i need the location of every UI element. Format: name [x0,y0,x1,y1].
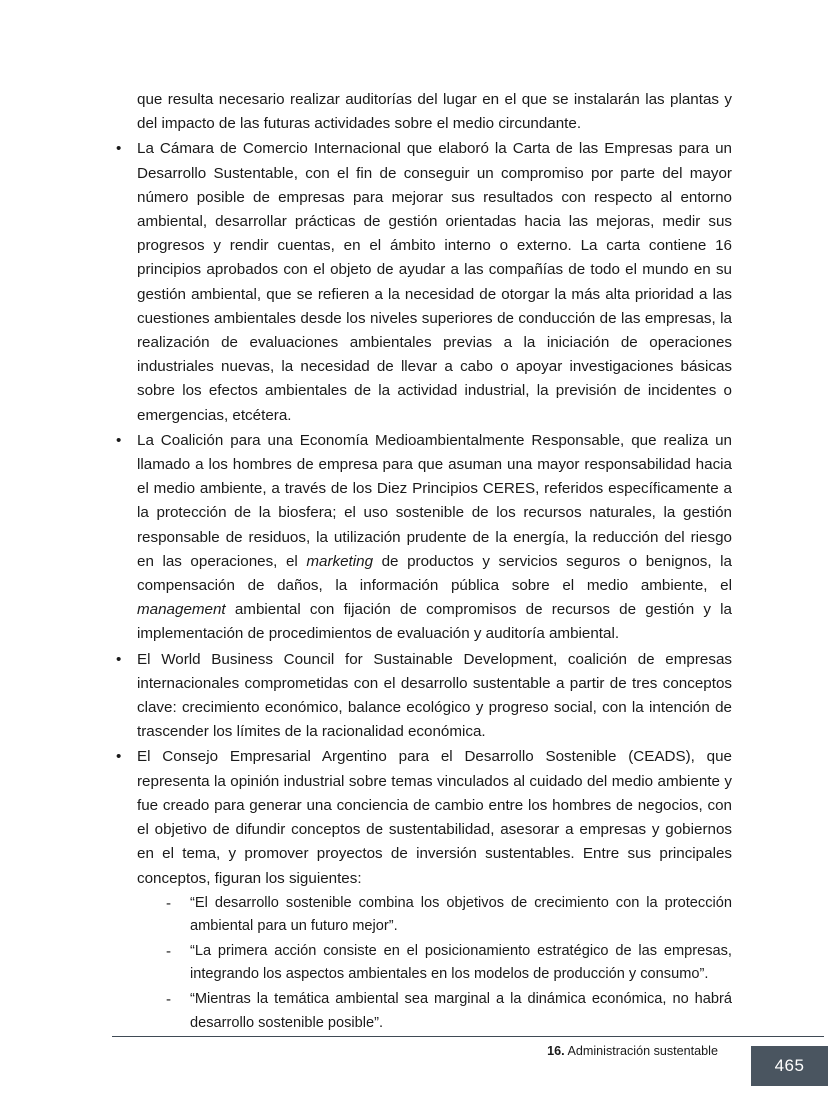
page-content [112,88,732,1035]
bullet-icon: • [116,650,122,668]
dash-icon: - [166,894,172,912]
footer-chapter-label [547,1043,718,1059]
list-item-text: El World Business Council for Sustainable Development, coalición de empresas internacionales comprometidas con el desarrollo sustentable a partir de tres conceptos clave: crecimiento económico, balance ecológico y progreso social, con la intención de trascender los límites de la racionalidad económica. [137,650,732,741]
sub-list-item-text: “El desarrollo sostenible combina los objetivos de crecimiento con la protección ambiental para un futuro mejor”. [190,894,732,935]
italic-term-management: management [137,601,226,619]
footer-divider [112,1036,824,1037]
italic-term-marketing: marketing [306,552,374,570]
dash-icon: - [166,991,172,1009]
list-item [112,648,732,745]
dash-icon: - [166,942,172,960]
sub-list-item-text: “Mientras la temática ambiental sea marginal a la dinámica económica, no habrá desarrollo sostenible posible”. [190,991,732,1031]
footer-chapter-title: Administración sustentable [567,1044,718,1058]
text-segment: La Coalición para una Economía Medioambientalmente Responsable, que realiza un llamado a los hombres de empresa para que asuman una mayor responsabilidad hacia el medio ambiente, a través de los Diez Principios CERES, referidos específicamente a la protección de la biosfera; el uso sostenible de los recursos naturales, la gestión responsable de residuos, la utilización prudente de la energía, la reducción del riesgo en las operaciones, el [137,431,732,570]
bullet-icon: • [116,431,122,449]
sub-list-item [163,940,732,987]
sub-list-item [163,892,732,939]
list-item-text: La Cámara de Comercio Internacional que elaboró la Carta de las Empresas para un Desarrollo Sustentable, con el fin de conseguir un compromiso por parte del mayor número posible de empresas para mejorar sus resultados con respecto al entorno ambiental, desarrollar prácticas de gestión orientadas hacia las mejoras, medir sus progresos y rendir cuentas, en el ámbito interno o externo. La carta contiene 16 principios aprobados con el objeto de ayudar a las compañías de todo el mundo en su gestión ambiental, que se refieren a la necesidad de otorgar la más alta prioridad a las cuestiones ambientales desde los niveles superiores de conducción de las empresas, la realización de evaluaciones ambientales previas a la iniciación de operaciones industriales nuevas, la necesidad de llevar a cabo o apoyar investigaciones básicas sobre los efectos ambientales de la actividad industrial, la previsión de incidentes o emergencias, etcétera. [137,140,732,424]
list-item [112,137,732,427]
text-segment: de productos y servicios seguros o benignos, la compensación de daños, la información pública sobre el medio ambiente, el [137,552,732,595]
text-segment: ambiental con fijación de compromisos de recursos de gestión y la implementación de procedimientos de evaluación y auditoría ambiental. [137,601,732,643]
bullet-list [112,137,732,1035]
list-item-text: El Consejo Empresarial Argentino para el Desarrollo Sostenible (CEADS), que representa la opinión industrial sobre temas vinculados al cuidado del medio ambiente y fue creado para generar una conciencia de cambio entre los hombres de negocios, con el objetivo de difundir conceptos de sustentabilidad, asesorar a empresas y gobiernos en el tema, y promover proyectos de inversión sustentables. Entre sus principales conceptos, figuran los siguientes: [137,748,732,887]
bullet-icon: • [116,140,122,158]
sub-list-item [163,988,732,1035]
sub-list [137,892,732,1036]
list-item [112,745,732,1035]
page-number: 465 [751,1046,828,1086]
sub-list-item-text: “La primera acción consiste en el posicionamiento estratégico de las empresas, integrando los aspectos ambientales en los modelos de producción y consumo”. [190,942,732,983]
list-item-text [137,429,732,647]
bullet-icon: • [116,748,122,766]
list-item [112,429,732,647]
lead-paragraph: que resulta necesario realizar auditorías del lugar en el que se instalarán las plantas y del impacto de las futuras actividades sobre el medio circundante. [137,91,732,133]
footer-chapter-number: 16. [547,1044,565,1058]
